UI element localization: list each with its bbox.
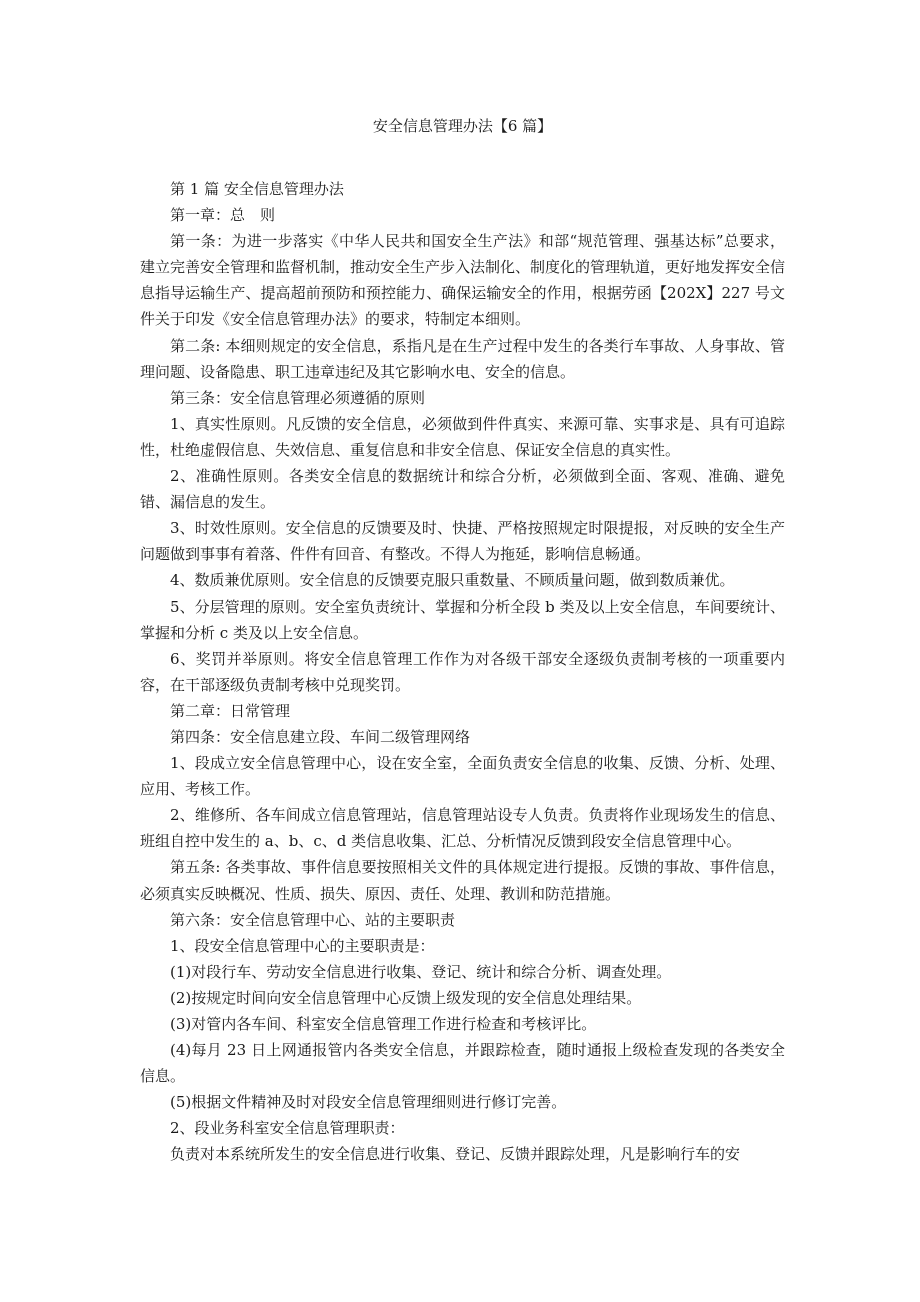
article-6-item-2: 2、段业务科室安全信息管理职责： — [170, 1119, 405, 1138]
article-6-item-2-text: 负责对本系统所发生的安全信息进行收集、登记、反馈并跟踪处理，凡是影响行车的安 — [170, 1145, 741, 1164]
heading-chapter-1: 第一章：总 则 — [170, 206, 276, 225]
article-4: 第四条：安全信息建立段、车间二级管理网络 — [170, 727, 471, 746]
duty-3: (3)对管内各车间、科室安全信息管理工作进行检查和考核评比。 — [170, 1015, 597, 1033]
heading-part-1: 第 1 篇 安全信息管理办法 — [170, 180, 344, 198]
article-6-item-1: 1、段安全信息管理中心的主要职责是： — [170, 936, 435, 955]
principle-4: 4、数质兼优原则。安全信息的反馈要克服只重数量、不顾质量问题，做到数质兼优。 — [170, 571, 735, 590]
principle-2: 2、准确性原则。各类安全信息的数据统计和综合分析，必须做到全面、客观、准确、避免错、漏信息的发生。 — [140, 467, 785, 512]
article-5: 第五条: 各类事故、事件信息要按照相关文件的具体规定进行提报。反馈的事故、事件信息，必须真实反映概况、性质、损失、原因、责任、处理、教训和防范措施。 — [140, 858, 785, 903]
duty-2: (2)按规定时间向安全信息管理中心反馈上级发现的安全信息处理结果。 — [170, 988, 642, 1007]
article-4-item-2: 2、维修所、各车间成立信息管理站，信息管理站设专人负责。负责将作业现场发生的信息、班组自控中发生的 a、b、c、d 类信息收集、汇总、分析情况反馈到段安全信息管理中心。 — [140, 806, 785, 851]
duty-4: (4)每月 23 日上网通报管内各类安全信息，并跟踪检查，随时通报上级检查发现的各类安全信息。 — [140, 1041, 785, 1086]
principle-3: 3、时效性原则。安全信息的反馈要及时、快捷、严格按照规定时限提报，对反映的安全生产问题做到事事有着落、件件有回音、有整改。不得人为拖延，影响信息畅通。 — [140, 519, 785, 564]
principle-5: 5、分层管理的原则。安全室负责统计、掌握和分析全段 b 类及以上安全信息，车间要统计、掌握和分析 c 类及以上安全信息。 — [140, 597, 785, 642]
document-title: 安全信息管理办法【6 篇】 — [372, 117, 553, 135]
article-4-item-1: 1、段成立安全信息管理中心，设在安全室，全面负责安全信息的收集、反馈、分析、处理、应用、考核工作。 — [140, 754, 785, 799]
article-6: 第六条：安全信息管理中心、站的主要职责 — [170, 910, 456, 929]
principle-6: 6、奖罚并举原则。将安全信息管理工作作为对各级干部安全逐级负责制考核的一项重要内容，在干部逐级负责制考核中兑现奖罚。 — [140, 649, 785, 694]
article-3: 第三条：安全信息管理必须遵循的原则 — [170, 388, 426, 407]
principle-1: 1、真实性原则。凡反馈的安全信息，必须做到件件真实、来源可靠、实事求是、具有可追踪性，杜绝虚假信息、失效信息、重复信息和非安全信息、保证安全信息的真实性。 — [140, 414, 785, 459]
duty-5: (5)根据文件精神及时对段安全信息管理细则进行修订完善。 — [170, 1093, 567, 1112]
article-1: 第一条：为进一步落实《中华人民共和国安全生产法》和部“规范管理、强基达标”总要求，建立完善安全管理和监督机制，推动安全生产步入法制化、制度化的管理轨道，更好地发挥安全信息指导运输生产、提高超前预防和预控能力、确保运输安全的作用，根据劳函【202X】227 号文件关于印发《安全信息管理办法》的要求，特制定本细则。 — [140, 232, 786, 329]
duty-1: (1)对段行车、劳动安全信息进行收集、登记、统计和综合分析、调查处理。 — [170, 962, 672, 981]
document-body — [140, 176, 785, 1168]
heading-chapter-2: 第二章：日常管理 — [170, 701, 291, 720]
article-2: 第二条: 本细则规定的安全信息，系指凡是在生产过程中发生的各类行车事故、人身事故、管理问题、设备隐患、职工违章违纪及其它影响水电、安全的信息。 — [140, 336, 785, 381]
